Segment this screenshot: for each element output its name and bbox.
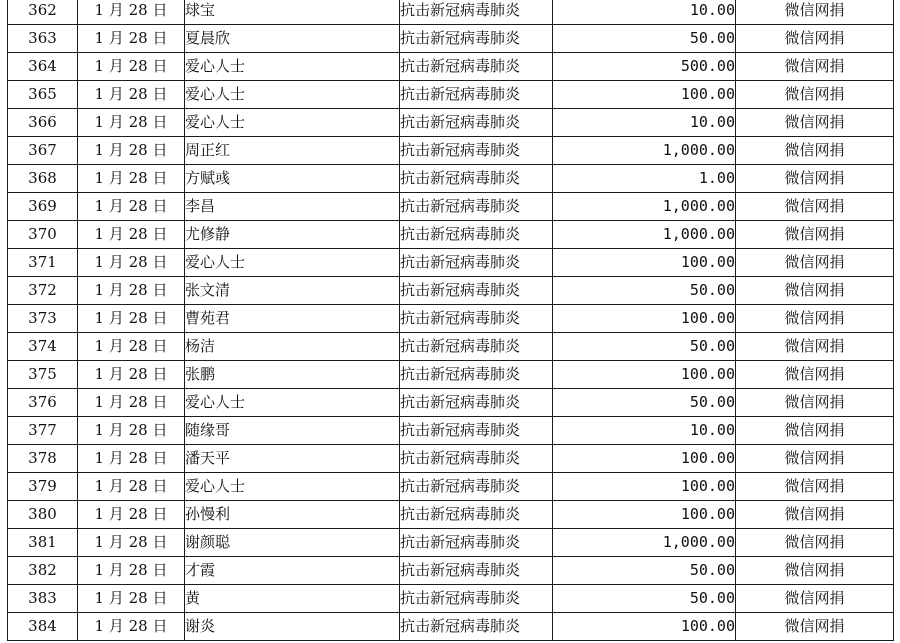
- donation-amount-cell: 50.00: [553, 557, 736, 585]
- donation-date-cell: 1 月 28 日: [78, 53, 185, 81]
- donation-date-cell: 1 月 28 日: [78, 193, 185, 221]
- donation-purpose-cell: 抗击新冠病毒肺炎: [400, 445, 553, 473]
- donation-method-cell: 微信网捐: [736, 445, 894, 473]
- donation-date-cell: 1 月 28 日: [78, 417, 185, 445]
- donation-amount-cell: 100.00: [553, 81, 736, 109]
- donor-name-cell: 球宝: [185, 0, 400, 25]
- donor-name-cell: 爱心人士: [185, 249, 400, 277]
- sequence-number-cell: 369: [8, 193, 78, 221]
- donation-date-cell: 1 月 28 日: [78, 361, 185, 389]
- donation-amount-cell: 100.00: [553, 613, 736, 641]
- donation-amount-cell: 100.00: [553, 473, 736, 501]
- donation-method-cell: 微信网捐: [736, 501, 894, 529]
- table-row: [8, 81, 894, 109]
- sequence-number-cell: 373: [8, 305, 78, 333]
- donor-name-cell: 孙慢利: [185, 501, 400, 529]
- table-row: [8, 361, 894, 389]
- sequence-number-cell: 364: [8, 53, 78, 81]
- donation-method-cell: 微信网捐: [736, 0, 894, 25]
- donation-method-cell: 微信网捐: [736, 25, 894, 53]
- ledger-body: [8, 0, 894, 641]
- donation-amount-cell: 100.00: [553, 249, 736, 277]
- sequence-number-cell: 372: [8, 277, 78, 305]
- donation-date-cell: 1 月 28 日: [78, 389, 185, 417]
- donation-purpose-cell: 抗击新冠病毒肺炎: [400, 277, 553, 305]
- donation-date-cell: 1 月 28 日: [78, 277, 185, 305]
- table-row: [8, 501, 894, 529]
- donation-purpose-cell: 抗击新冠病毒肺炎: [400, 305, 553, 333]
- table-row: [8, 473, 894, 501]
- donor-name-cell: 爱心人士: [185, 473, 400, 501]
- donation-purpose-cell: 抗击新冠病毒肺炎: [400, 25, 553, 53]
- donation-amount-cell: 10.00: [553, 417, 736, 445]
- donation-method-cell: 微信网捐: [736, 361, 894, 389]
- donor-name-cell: 才霞: [185, 557, 400, 585]
- table-row: [8, 445, 894, 473]
- donation-date-cell: 1 月 28 日: [78, 25, 185, 53]
- donation-purpose-cell: 抗击新冠病毒肺炎: [400, 109, 553, 137]
- donor-name-cell: 尤修静: [185, 221, 400, 249]
- donation-date-cell: 1 月 28 日: [78, 473, 185, 501]
- donation-purpose-cell: 抗击新冠病毒肺炎: [400, 361, 553, 389]
- donor-name-cell: 谢颜聪: [185, 529, 400, 557]
- donation-date-cell: 1 月 28 日: [78, 0, 185, 25]
- donation-method-cell: 微信网捐: [736, 389, 894, 417]
- sequence-number-cell: 380: [8, 501, 78, 529]
- donation-amount-cell: 100.00: [553, 305, 736, 333]
- table-row: [8, 613, 894, 641]
- donation-method-cell: 微信网捐: [736, 305, 894, 333]
- donation-method-cell: 微信网捐: [736, 249, 894, 277]
- donation-amount-cell: 50.00: [553, 333, 736, 361]
- donor-name-cell: 爱心人士: [185, 109, 400, 137]
- donation-date-cell: 1 月 28 日: [78, 221, 185, 249]
- donation-date-cell: 1 月 28 日: [78, 501, 185, 529]
- donation-method-cell: 微信网捐: [736, 585, 894, 613]
- donation-purpose-cell: 抗击新冠病毒肺炎: [400, 389, 553, 417]
- donation-method-cell: 微信网捐: [736, 81, 894, 109]
- donor-name-cell: 曹苑君: [185, 305, 400, 333]
- donation-amount-cell: 1,000.00: [553, 221, 736, 249]
- donation-purpose-cell: 抗击新冠病毒肺炎: [400, 249, 553, 277]
- table-row: [8, 221, 894, 249]
- donation-date-cell: 1 月 28 日: [78, 305, 185, 333]
- donation-purpose-cell: 抗击新冠病毒肺炎: [400, 529, 553, 557]
- sequence-number-cell: 379: [8, 473, 78, 501]
- donor-name-cell: 潘天平: [185, 445, 400, 473]
- table-row: [8, 53, 894, 81]
- donor-name-cell: 杨洁: [185, 333, 400, 361]
- donation-date-cell: 1 月 28 日: [78, 165, 185, 193]
- table-row: [8, 417, 894, 445]
- donor-name-cell: 爱心人士: [185, 81, 400, 109]
- sequence-number-cell: 376: [8, 389, 78, 417]
- table-row: [8, 389, 894, 417]
- table-row: [8, 25, 894, 53]
- donation-method-cell: 微信网捐: [736, 53, 894, 81]
- table-row: [8, 557, 894, 585]
- donor-name-cell: 爱心人士: [185, 53, 400, 81]
- donation-purpose-cell: 抗击新冠病毒肺炎: [400, 501, 553, 529]
- table-row: [8, 165, 894, 193]
- sequence-number-cell: 381: [8, 529, 78, 557]
- donation-date-cell: 1 月 28 日: [78, 585, 185, 613]
- sequence-number-cell: 384: [8, 613, 78, 641]
- donation-purpose-cell: 抗击新冠病毒肺炎: [400, 613, 553, 641]
- donation-date-cell: 1 月 28 日: [78, 333, 185, 361]
- table-row: [8, 529, 894, 557]
- donor-name-cell: 李昌: [185, 193, 400, 221]
- donation-date-cell: 1 月 28 日: [78, 445, 185, 473]
- donation-amount-cell: 100.00: [553, 445, 736, 473]
- donation-purpose-cell: 抗击新冠病毒肺炎: [400, 221, 553, 249]
- donation-purpose-cell: 抗击新冠病毒肺炎: [400, 333, 553, 361]
- donation-purpose-cell: 抗击新冠病毒肺炎: [400, 53, 553, 81]
- sequence-number-cell: 383: [8, 585, 78, 613]
- donation-purpose-cell: 抗击新冠病毒肺炎: [400, 193, 553, 221]
- donation-method-cell: 微信网捐: [736, 529, 894, 557]
- donation-amount-cell: 100.00: [553, 501, 736, 529]
- donation-amount-cell: 1,000.00: [553, 137, 736, 165]
- donation-method-cell: 微信网捐: [736, 417, 894, 445]
- donation-purpose-cell: 抗击新冠病毒肺炎: [400, 585, 553, 613]
- donation-date-cell: 1 月 28 日: [78, 529, 185, 557]
- table-row: [8, 249, 894, 277]
- donation-purpose-cell: 抗击新冠病毒肺炎: [400, 473, 553, 501]
- donation-method-cell: 微信网捐: [736, 221, 894, 249]
- table-row: [8, 333, 894, 361]
- table-row: [8, 0, 894, 25]
- donation-amount-cell: 100.00: [553, 361, 736, 389]
- table-row: [8, 193, 894, 221]
- donation-ledger-table: [7, 0, 894, 641]
- sequence-number-cell: 375: [8, 361, 78, 389]
- table-row: [8, 109, 894, 137]
- sequence-number-cell: 366: [8, 109, 78, 137]
- donation-amount-cell: 50.00: [553, 277, 736, 305]
- donation-method-cell: 微信网捐: [736, 473, 894, 501]
- donor-name-cell: 黄: [185, 585, 400, 613]
- donation-method-cell: 微信网捐: [736, 109, 894, 137]
- donation-date-cell: 1 月 28 日: [78, 557, 185, 585]
- donation-amount-cell: 10.00: [553, 0, 736, 25]
- donor-name-cell: 爱心人士: [185, 389, 400, 417]
- donation-purpose-cell: 抗击新冠病毒肺炎: [400, 0, 553, 25]
- table-row: [8, 137, 894, 165]
- sequence-number-cell: 377: [8, 417, 78, 445]
- donation-date-cell: 1 月 28 日: [78, 613, 185, 641]
- sequence-number-cell: 370: [8, 221, 78, 249]
- donor-name-cell: 谢炎: [185, 613, 400, 641]
- donation-amount-cell: 10.00: [553, 109, 736, 137]
- donation-date-cell: 1 月 28 日: [78, 81, 185, 109]
- table-row: [8, 277, 894, 305]
- donation-amount-cell: 50.00: [553, 25, 736, 53]
- donation-method-cell: 微信网捐: [736, 557, 894, 585]
- donation-purpose-cell: 抗击新冠病毒肺炎: [400, 137, 553, 165]
- donation-method-cell: 微信网捐: [736, 277, 894, 305]
- donation-purpose-cell: 抗击新冠病毒肺炎: [400, 557, 553, 585]
- sequence-number-cell: 382: [8, 557, 78, 585]
- sequence-number-cell: 367: [8, 137, 78, 165]
- sequence-number-cell: 378: [8, 445, 78, 473]
- donation-amount-cell: 1,000.00: [553, 193, 736, 221]
- table-row: [8, 585, 894, 613]
- donation-method-cell: 微信网捐: [736, 193, 894, 221]
- donation-date-cell: 1 月 28 日: [78, 137, 185, 165]
- donation-amount-cell: 500.00: [553, 53, 736, 81]
- donation-date-cell: 1 月 28 日: [78, 249, 185, 277]
- donation-amount-cell: 50.00: [553, 389, 736, 417]
- table-row: [8, 305, 894, 333]
- sequence-number-cell: 374: [8, 333, 78, 361]
- donor-name-cell: 夏晨欣: [185, 25, 400, 53]
- donation-purpose-cell: 抗击新冠病毒肺炎: [400, 81, 553, 109]
- donor-name-cell: 方赋彧: [185, 165, 400, 193]
- donation-amount-cell: 1,000.00: [553, 529, 736, 557]
- sequence-number-cell: 365: [8, 81, 78, 109]
- donation-method-cell: 微信网捐: [736, 613, 894, 641]
- donation-date-cell: 1 月 28 日: [78, 109, 185, 137]
- donor-name-cell: 张文清: [185, 277, 400, 305]
- donation-amount-cell: 50.00: [553, 585, 736, 613]
- donor-name-cell: 周正红: [185, 137, 400, 165]
- sequence-number-cell: 362: [8, 0, 78, 25]
- sequence-number-cell: 363: [8, 25, 78, 53]
- sequence-number-cell: 368: [8, 165, 78, 193]
- donation-method-cell: 微信网捐: [736, 333, 894, 361]
- sequence-number-cell: 371: [8, 249, 78, 277]
- donation-amount-cell: 1.00: [553, 165, 736, 193]
- donation-method-cell: 微信网捐: [736, 165, 894, 193]
- donation-purpose-cell: 抗击新冠病毒肺炎: [400, 165, 553, 193]
- donor-name-cell: 张鹏: [185, 361, 400, 389]
- donor-name-cell: 随缘哥: [185, 417, 400, 445]
- donation-purpose-cell: 抗击新冠病毒肺炎: [400, 417, 553, 445]
- donation-method-cell: 微信网捐: [736, 137, 894, 165]
